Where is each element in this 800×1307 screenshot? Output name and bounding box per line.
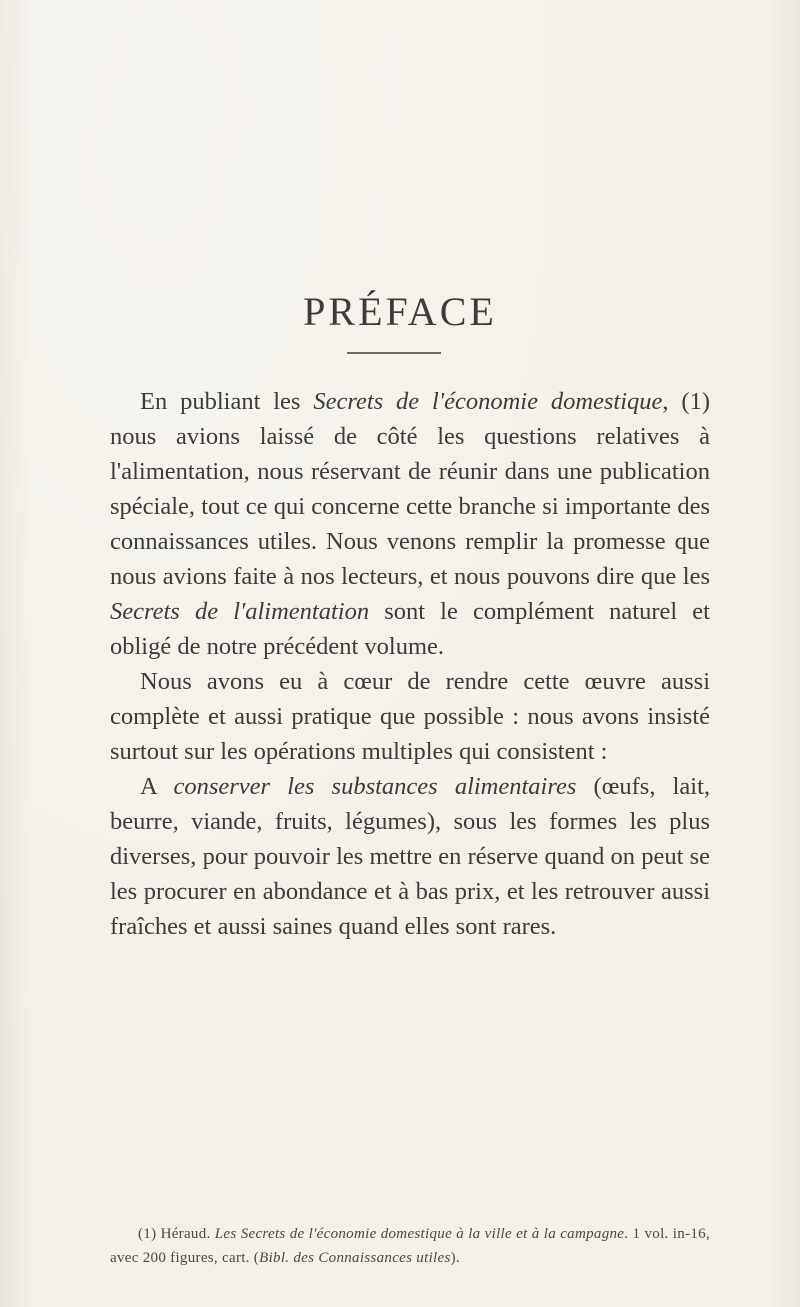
paragraph-1 bbox=[110, 384, 710, 664]
footnote-text-c: ). bbox=[450, 1250, 460, 1266]
book-title-italic-2: Secrets de l'alimentation bbox=[110, 598, 370, 625]
book-title-italic-1: Secrets de l'économie domestique bbox=[313, 388, 663, 415]
paragraph-2: Nous avons eu à cœur de rendre cette œuvre aussi complète et aussi pratique que possible : nous avons insisté surtout sur les opérations multiples qui consistent : bbox=[110, 668, 710, 765]
paragraph-1-text-c: sont le complément naturel et obligé de notre précédent volume. bbox=[110, 598, 710, 660]
paragraph-3-text-b: (œufs, lait, beurre, viande, fruits, légumes), sous les formes les plus diverses, pour pouvoir les mettre en réserve quand on peut se les procurer en abondance et à bas prix, et les retrouver aussi fraîches et aussi saines quand elles sont rares. bbox=[110, 773, 710, 940]
footnote-title-italic: Les Secrets de l'économie domestique à la ville et à la campagne bbox=[214, 1226, 625, 1242]
page-heading: PRÉFACE bbox=[303, 289, 497, 334]
footnote-collection-italic: Bibl. des Connaissances utiles bbox=[259, 1250, 451, 1266]
footnote-text-a: (1) Héraud. bbox=[138, 1226, 215, 1242]
preface-body bbox=[110, 384, 710, 944]
paragraph-3 bbox=[110, 769, 710, 944]
footnote-text-b: . 1 vol. in-16, avec 200 figures, cart. ( bbox=[110, 1226, 711, 1266]
paragraph-3-emphasis: conserver les substances alimentaires bbox=[173, 773, 577, 800]
paragraph-1-text-a: En publiant les bbox=[140, 388, 314, 415]
footnote bbox=[110, 1222, 710, 1270]
heading-rule bbox=[347, 352, 441, 354]
paragraph-3-text-a: A bbox=[140, 773, 174, 800]
paragraph-1-text-b: , (1) nous avions laissé de côté les questions relatives à l'alimentation, nous réservant de réunir dans une publication spéciale, tout ce qui concerne cette branche si importante des connaissances utiles. Nous venons remplir la promesse que nous avions faite à nos lecteurs, et nous pouvons dire que les bbox=[110, 388, 710, 590]
